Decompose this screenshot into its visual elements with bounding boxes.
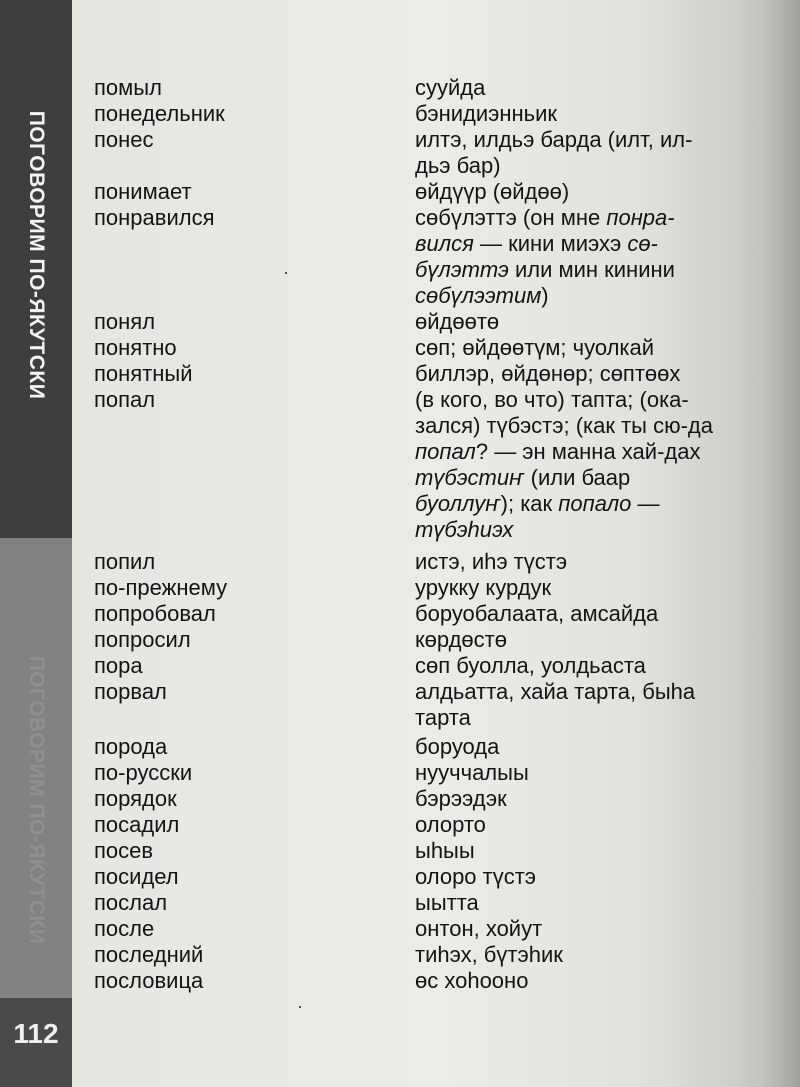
russian-word: последний bbox=[94, 942, 204, 967]
russian-word: послал bbox=[94, 890, 168, 915]
russian-word: по-русски bbox=[94, 760, 193, 785]
russian-word: попал bbox=[94, 387, 156, 412]
russian-word: посадил bbox=[94, 812, 180, 837]
sakha-translation: бэнидиэнньик bbox=[415, 101, 558, 126]
sakha-translation: тиһэх, бүтэһик bbox=[415, 942, 563, 967]
sakha-translation: көрдөстө bbox=[415, 627, 507, 652]
russian-word: попробовал bbox=[94, 601, 216, 626]
russian-word: помыл bbox=[94, 75, 162, 100]
ink-speck: · bbox=[283, 262, 289, 282]
page-number: 112 bbox=[13, 1018, 59, 1049]
russian-word: понедельник bbox=[94, 101, 225, 126]
sakha-translation: олорто bbox=[415, 812, 486, 837]
russian-word: попросил bbox=[94, 627, 191, 652]
sakha-translation: сөп; өйдөөтүм; чуолкай bbox=[415, 335, 655, 360]
russian-word: пора bbox=[94, 653, 143, 678]
russian-word: порвал bbox=[94, 679, 167, 704]
russian-word: порода bbox=[94, 734, 168, 759]
sakha-translation: өйдөөтө bbox=[415, 309, 500, 334]
russian-word: понес bbox=[94, 127, 154, 152]
russian-word: пословица bbox=[94, 968, 204, 993]
sakha-translation: алдьатта, хайа тарта, быһа тарта bbox=[415, 679, 696, 730]
sakha-translation: истэ, иһэ түстэ bbox=[415, 549, 568, 574]
russian-word: понял bbox=[94, 309, 156, 334]
sakha-translation: урукку курдук bbox=[415, 575, 552, 600]
section-title: ПОГОВОРИМ ПО-ЯКУТСКИ bbox=[25, 110, 48, 400]
sakha-translation: сөп буолла, уолдьаста bbox=[415, 653, 646, 678]
sakha-translation: олоро түстэ bbox=[415, 864, 537, 889]
ink-speck: · bbox=[297, 996, 303, 1016]
sakha-translation: боруобалаата, амсайда bbox=[415, 601, 659, 626]
sakha-translation: сууйда bbox=[415, 75, 486, 100]
russian-word: понятный bbox=[94, 361, 193, 386]
russian-word: порядок bbox=[94, 786, 177, 811]
sakha-translation: ыһыы bbox=[415, 838, 475, 863]
sakha-translation: ыытта bbox=[415, 890, 479, 915]
sakha-translation: өс хоһооно bbox=[415, 968, 529, 993]
sakha-translation: илтэ, илдьэ барда (илт, ил-дьэ бар) bbox=[415, 127, 693, 178]
russian-word: понятно bbox=[94, 335, 177, 360]
russian-word: посев bbox=[94, 838, 154, 863]
sakha-translation: онтон, хойут bbox=[415, 916, 543, 941]
sakha-translation: боруода bbox=[415, 734, 500, 759]
section-title-shadow: ПОГОВОРИМ ПО-ЯКУТСКИ bbox=[25, 655, 48, 945]
russian-word: после bbox=[94, 916, 155, 941]
russian-word: понравился bbox=[94, 205, 215, 230]
page-gutter-shadow bbox=[760, 0, 800, 1087]
russian-word: посидел bbox=[94, 864, 179, 889]
sakha-translation: нууччалыы bbox=[415, 760, 529, 785]
russian-word: понимает bbox=[94, 179, 192, 204]
sakha-translation: сөбүлэттэ (он мне понра-вился — кини миэхэ сө-бүлэттэ или мин кинини сөбүлээтим) bbox=[415, 205, 675, 308]
sakha-translation: бэрээдэк bbox=[415, 786, 507, 811]
sakha-translation: өйдүүр (өйдөө) bbox=[415, 179, 570, 204]
sakha-translation: биллэр, өйдөнөр; сөптөөх bbox=[415, 361, 681, 386]
sakha-translation: (в кого, во что) таптa; (ока-зался) түбэстэ; (как ты сю-да попал? — эн манна хай-дах түбэстиҥ (или баар буоллуҥ); как попало — түбэһиэх bbox=[415, 387, 713, 542]
russian-word: по-прежнему bbox=[94, 575, 228, 600]
russian-word: попил bbox=[94, 549, 156, 574]
